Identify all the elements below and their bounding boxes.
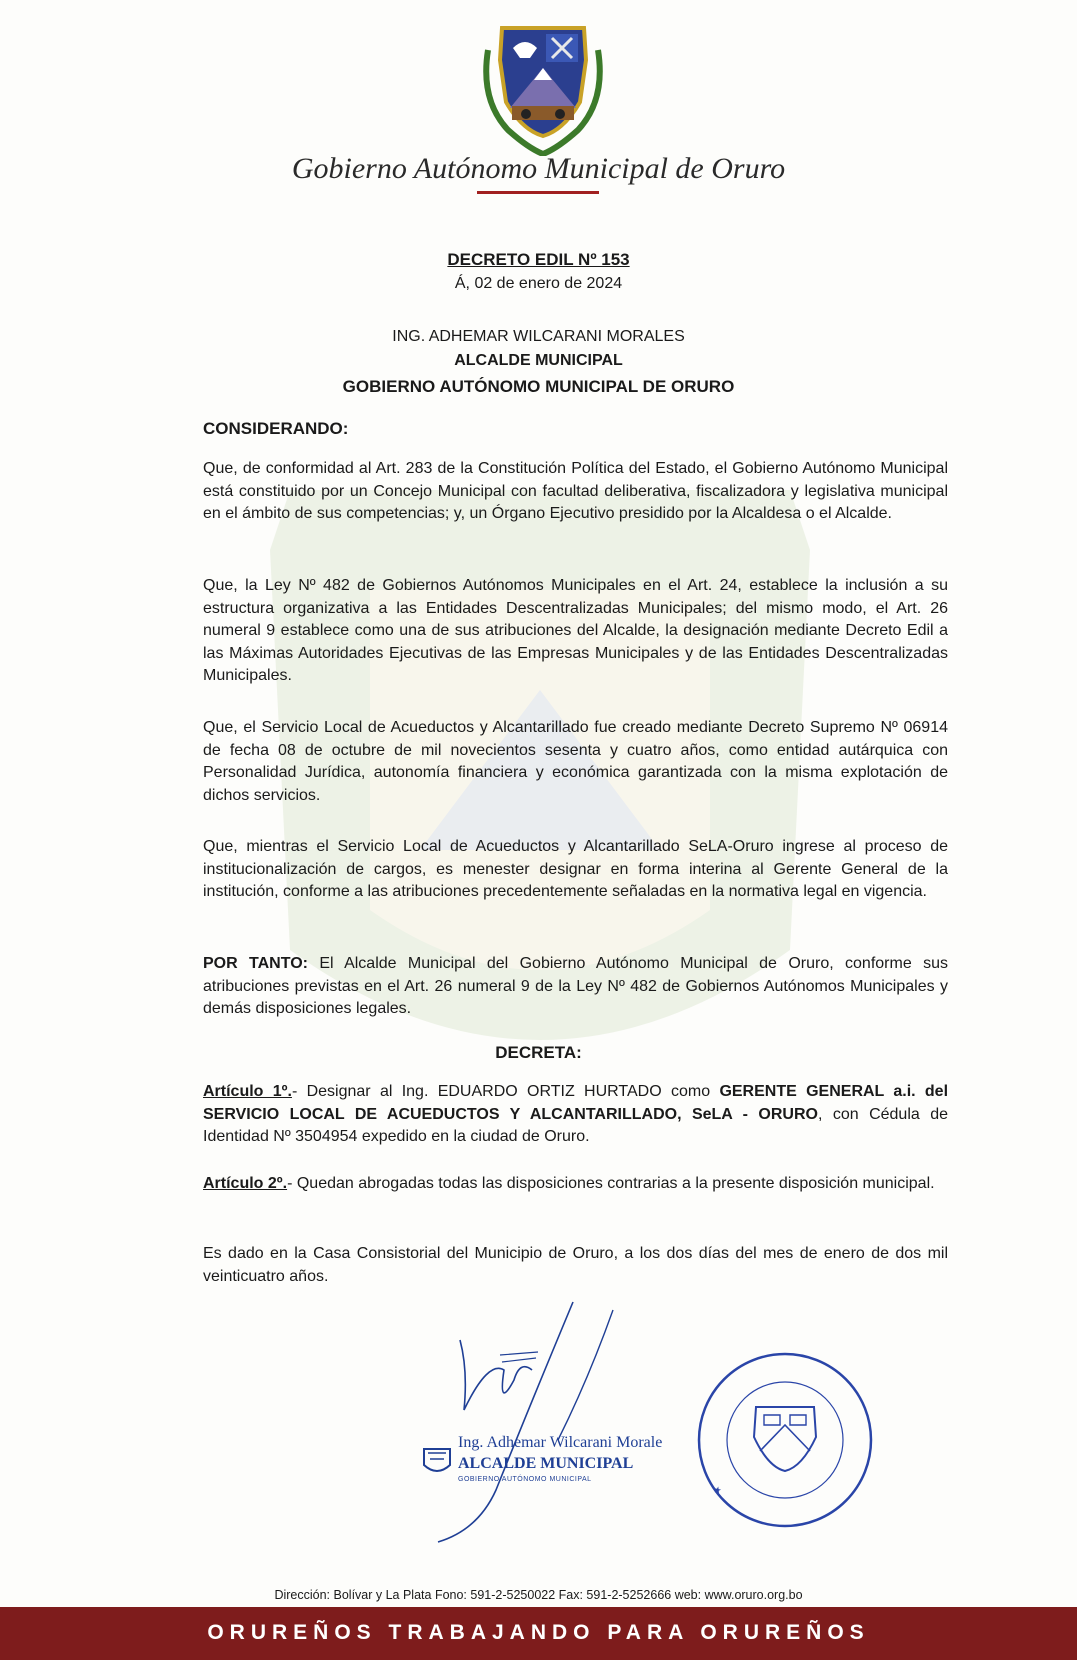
signature-name: Ing. Adhemar Wilcarani Morale <box>458 1434 663 1451</box>
signature-role: ALCALDE MUNICIPAL <box>458 1455 634 1472</box>
considerando-paragraph-3: Que, el Servicio Local de Acueductos y Alcantarillado fue creado mediante Decreto Supremo Nº 06914 de fecha 08 de octubre de mil novecientos sesenta y cuatro años, como entidad autárquica con Personalidad Jurídica, autonomía financiera y económica garantizada con la misma explotación de dichos servicios. <box>203 719 948 804</box>
svg-text:★: ★ <box>711 1484 724 1496</box>
article-2-label: Artículo 2º. <box>203 1175 288 1192</box>
official-seal-icon <box>690 1345 880 1535</box>
considerando-paragraph-2: Que, la Ley Nº 482 de Gobiernos Autónomos Municipales en el Art. 24, establece la inclusión a su estructura organizativa a las Entidades Descentralizadas Municipales; del mismo modo, el Art. 26 numeral 9 establece como una de sus atribuciones del Alcalde, la designación mediante Decreto Edil a las Máximas Autoridades Ejecutivas de las Empresas Municipales y de las Entidades Descentralizadas Municipales. <box>203 577 948 684</box>
article-1 <box>203 1081 948 1149</box>
considerando-heading: CONSIDERANDO: <box>203 419 349 438</box>
authority-role: ALCALDE MUNICIPAL <box>454 352 623 369</box>
authority-institution: GOBIERNO AUTÓNOMO MUNICIPAL DE ORURO <box>342 377 735 396</box>
por-tanto-label: POR TANTO: <box>203 955 308 972</box>
footer-address: Dirección: Bolívar y La Plata Fono: 591-2-5250022 Fax: 591-2-5252666 web: www.oruro.org.bo <box>274 1588 803 1602</box>
footer-motto: ORUREÑOS TRABAJANDO PARA ORUREÑOS <box>207 1621 870 1644</box>
article-1-bold: GERENTE GENERAL a.i. del SERVICIO LOCAL DE ACUEDUCTOS Y ALCANTARILLADO, SeLA - ORURO <box>203 1083 949 1123</box>
signature-small-text: GOBIERNO AUTÓNOMO MUNICIPAL <box>458 1476 592 1483</box>
decree-date: Á, 02 de enero de 2024 <box>454 275 623 292</box>
institution-title: Gobierno Autónomo Municipal de Oruro <box>291 152 786 185</box>
por-tanto-paragraph <box>203 953 948 1021</box>
article-1-text-a: - Designar al Ing. EDUARDO ORTIZ HURTADO como <box>291 1083 720 1100</box>
authority-name: ING. ADHEMAR WILCARANI MORALES <box>392 328 685 345</box>
article-2-text: - Quedan abrogadas todas las disposiciones contrarias a la presente disposición municipal. <box>287 1175 935 1192</box>
por-tanto-text: El Alcalde Municipal del Gobierno Autónomo Municipal de Oruro, conforme sus atribuciones previstas en el Art. 26 numeral 9 de la Ley Nº 482 de Gobiernos Autónomos Municipales y demás disposiciones legales. <box>203 955 948 1017</box>
title-divider <box>477 191 599 194</box>
closing-paragraph: Es dado en la Casa Consistorial del Municipio de Oruro, a los dos días del mes de enero de dos mil veinticuatro años. <box>203 1245 948 1285</box>
signature-scribble <box>408 1300 688 1545</box>
article-2 <box>203 1173 948 1196</box>
decree-number: DECRETO EDIL Nº 153 <box>447 250 630 269</box>
considerando-paragraph-1: Que, de conformidad al Art. 283 de la Constitución Política del Estado, el Gobierno Autónomo Municipal está constituido por un Concejo Municipal con facultad deliberativa, fiscalizadora y legislativa municipal en el ámbito de sus competencias; y, un Órgano Ejecutivo presidido por la Alcaldesa o el Alcalde. <box>203 460 948 522</box>
decreta-heading: DECRETA: <box>495 1043 582 1062</box>
municipal-crest-icon <box>468 20 618 156</box>
article-1-text-b: , con Cédula de Identidad Nº 3504954 expedido en la ciudad de Oruro. <box>203 1105 948 1145</box>
article-1-label: Artículo 1º. <box>203 1083 292 1100</box>
considerando-paragraph-4: Que, mientras el Servicio Local de Acueductos y Alcantarillado SeLA-Oruro ingrese al proceso de institucionalización de cargos, es menester designar en forma interina al Gerente General de la institución, conforme a las atribuciones precedentemente señaladas en la normativa legal en vigencia. <box>203 838 948 900</box>
signature-stamp-crest-icon <box>420 1445 454 1479</box>
